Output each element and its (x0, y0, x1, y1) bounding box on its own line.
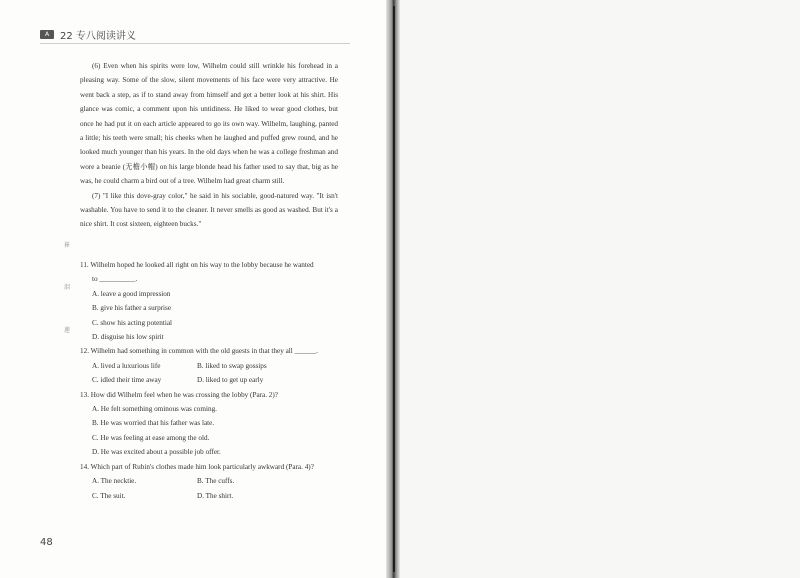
question-13 (80, 388, 342, 460)
page-number: 48 (40, 537, 53, 548)
header-rule (40, 43, 350, 44)
option-b: B. liked to swap gossips (197, 361, 267, 370)
option-row (80, 373, 342, 387)
option-a: A. lived a luxurious life (92, 361, 161, 370)
option-c: C. He was feeling at ease among the old. (92, 433, 210, 442)
option-b: B. He was worried that his father was late. (92, 419, 215, 428)
question-stem: 12. Wilhelm had something in common with the old guests in that they all ______. (80, 347, 318, 356)
book-logo-icon: A (40, 30, 54, 39)
option-d: D. He was excited about a possible job offer. (92, 448, 221, 457)
question-stem: 11. Wilhelm hoped he looked all right on his way to the lobby because he wanted (80, 261, 314, 269)
margin-mark: 莲 (64, 327, 71, 334)
question-11 (80, 258, 342, 344)
option-row (80, 489, 342, 503)
page-header (40, 27, 136, 41)
option-d: D. disguise his low spirit (92, 333, 164, 342)
margin-mark: 泪 (64, 284, 71, 291)
option-b: B. The cuffs. (197, 477, 235, 486)
margin-mark: 崔 (64, 242, 71, 249)
option-c: C. show his acting potential (92, 318, 173, 327)
question-stem: 14. Which part of Rubin's clothes made him look particularly awkward (Para. 4)? (80, 462, 314, 471)
option-row (80, 474, 342, 488)
option-a: A. leave a good impression (92, 289, 171, 298)
option-c: C. The suit. (92, 491, 126, 500)
question-stem-cont: to __________. (92, 275, 138, 284)
question-stem: 13. How did Wilhelm feel when he was crossing the lobby (Para. 2)? (80, 390, 278, 399)
option-d: D. liked to get up early (197, 376, 264, 385)
right-page (396, 0, 800, 578)
question-list (80, 258, 342, 503)
paragraph-7: (7) "I like this dove-gray color," he said in his sociable, good-natured way. "It isn't washable. You have to send it to the cleaner. It never smells as good as washed. But it's a nice shirt. It cost sixteen, eighteen bucks." (80, 191, 338, 229)
option-c: C. idled their time away (92, 376, 162, 385)
question-14 (80, 460, 342, 503)
question-12 (80, 344, 342, 387)
header-title: 22 专八阅读讲义 (60, 30, 136, 42)
option-a: A. The necktie. (92, 477, 137, 486)
paragraph-6: (6) Even when his spirits were low, Wilhelm could still wrinkle his forehead in a pleasing way. Some of the slow, silent movements of his face were very attractive. He went back a step, as if to stand away from himself and get a better look at his shirt. His glance was comic, a comment upon his untidiness. He liked to wear good clothes, but once he had put it on each article appeared to go its own way. Wilhelm, laughing, panted a little; his teeth were small; his cheeks when he laughed and puffed grew round, and he looked much younger than his years. In the old days when he was a college freshman and wore a beanie (无檐小帽) on his large blonde head his father used to say that, big as he was, he could charm a bird out of a tree. Wilhelm had great charm still. (80, 62, 338, 186)
option-row (80, 359, 342, 373)
spine-line (393, 6, 395, 572)
option-a: A. He felt something ominous was coming. (92, 405, 217, 414)
option-b: B. give his father a surprise (92, 304, 172, 313)
reading-passage (80, 59, 338, 232)
option-d: D. The shirt. (197, 491, 234, 500)
